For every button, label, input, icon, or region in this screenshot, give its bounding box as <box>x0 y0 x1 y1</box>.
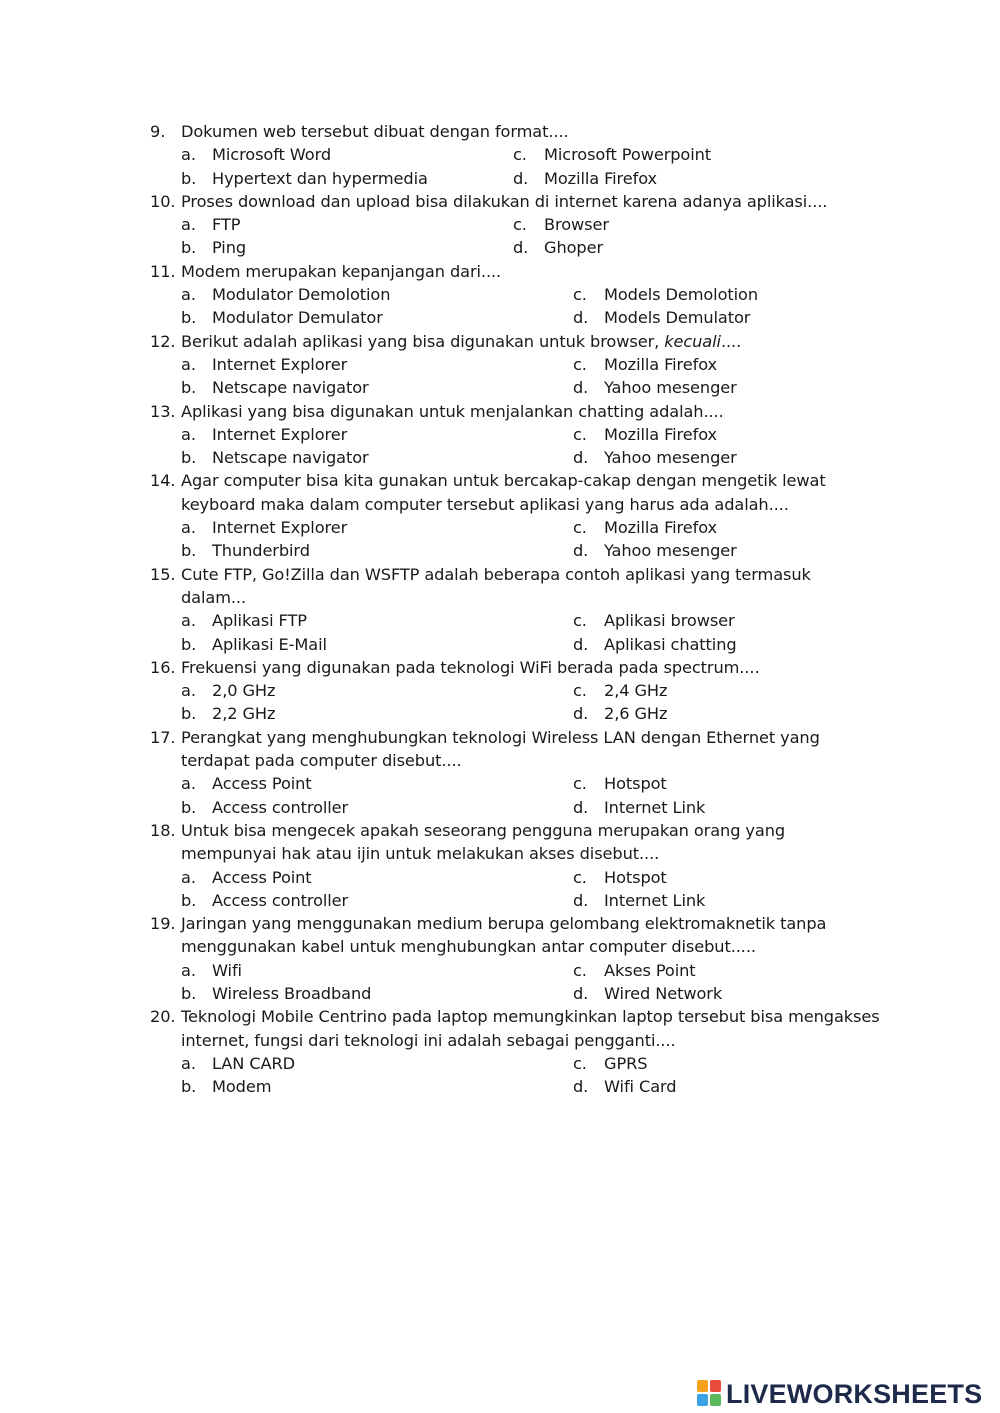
answer-option[interactable] <box>573 679 667 702</box>
option-text: Internet Link <box>604 890 706 910</box>
option-text: Mozilla Firefox <box>604 354 717 374</box>
options-row <box>181 213 880 236</box>
answer-option[interactable] <box>573 796 705 819</box>
options-row <box>181 236 880 259</box>
option-text: Internet Explorer <box>212 424 348 444</box>
option-text: Mozilla Firefox <box>604 518 717 538</box>
answer-option[interactable] <box>181 1075 573 1098</box>
question-text-main: Modem merupakan kepanjangan dari.... <box>181 261 502 281</box>
liveworksheets-logo <box>697 1376 982 1412</box>
option-letter: d. <box>573 797 589 817</box>
option-letter: c. <box>573 518 587 538</box>
answer-option[interactable] <box>573 772 667 795</box>
question-number: 14. <box>150 471 176 491</box>
question-number: 12. <box>150 331 176 351</box>
option-text: Modulator Demolotion <box>212 285 391 305</box>
question-11 <box>150 260 880 330</box>
option-text: Models Demolotion <box>604 285 758 305</box>
option-letter: a. <box>181 1053 196 1073</box>
option-text: Models Demulator <box>604 308 751 328</box>
option-letter: b. <box>181 238 197 258</box>
options-row <box>181 609 880 632</box>
question-text <box>181 260 880 283</box>
question-text <box>181 400 880 423</box>
answer-option[interactable] <box>513 167 657 190</box>
answer-options <box>181 866 880 913</box>
option-text: Wifi Card <box>604 1077 677 1097</box>
option-letter: d. <box>573 1077 589 1097</box>
option-text: Mozilla Firefox <box>604 424 717 444</box>
question-text <box>181 330 880 353</box>
answer-option[interactable] <box>573 1052 647 1075</box>
question-stem <box>150 120 880 143</box>
question-number: 9. <box>150 122 166 141</box>
answer-option[interactable] <box>181 679 573 702</box>
question-stem <box>150 1005 885 1052</box>
option-letter: a. <box>181 681 196 701</box>
question-text <box>181 190 880 213</box>
option-text: Netscape navigator <box>212 448 369 468</box>
option-letter: b. <box>181 448 197 468</box>
option-text: Internet Link <box>604 797 706 817</box>
question-20 <box>150 1005 885 1098</box>
question-number: 11. <box>150 261 176 281</box>
option-text: Internet Explorer <box>212 518 348 538</box>
option-letter: b. <box>181 634 197 654</box>
answer-option[interactable] <box>573 959 696 982</box>
option-text: Internet Explorer <box>212 354 348 374</box>
question-number: 16. <box>150 657 176 677</box>
answer-option[interactable] <box>181 609 573 632</box>
option-text: Microsoft Powerpoint <box>544 145 712 165</box>
option-letter: b. <box>181 704 197 724</box>
option-letter: d. <box>573 378 589 398</box>
option-letter: b. <box>181 983 197 1003</box>
options-row <box>181 679 880 702</box>
option-text: Hotspot <box>604 774 667 794</box>
option-letter: a. <box>181 424 196 444</box>
answer-option[interactable] <box>181 516 573 539</box>
answer-option[interactable] <box>573 423 717 446</box>
option-letter: b. <box>181 308 197 328</box>
answer-option[interactable] <box>181 353 573 376</box>
option-text: Yahoo mesenger <box>604 378 737 398</box>
options-row <box>181 353 880 376</box>
answer-option[interactable] <box>181 236 513 259</box>
option-letter: c. <box>513 145 527 165</box>
option-letter: a. <box>181 354 196 374</box>
option-text: 2,2 GHz <box>212 704 276 724</box>
option-letter: c. <box>573 774 587 794</box>
option-text: FTP <box>212 215 241 235</box>
question-text <box>181 563 880 610</box>
answer-option[interactable] <box>573 353 717 376</box>
option-text: Modem <box>212 1077 272 1097</box>
option-text: GPRS <box>604 1053 648 1073</box>
option-text: Yahoo mesenger <box>604 448 737 468</box>
option-letter: a. <box>181 215 196 235</box>
question-15 <box>150 563 880 656</box>
options-row <box>181 772 880 795</box>
question-text-main: Proses download dan upload bisa dilakukan di internet karena adanya aplikasi.... <box>181 191 828 211</box>
question-text-main: Cute FTP, Go!Zilla dan WSFTP adalah beberapa contoh aplikasi yang termasuk dalam... <box>181 564 816 607</box>
answer-option[interactable] <box>573 866 667 889</box>
answer-option[interactable] <box>181 866 573 889</box>
liveworksheets-logo-icon <box>697 1380 723 1408</box>
question-19 <box>150 912 880 1005</box>
answer-option[interactable] <box>573 633 737 656</box>
option-letter: c. <box>513 215 527 235</box>
answer-option[interactable] <box>181 167 513 190</box>
option-text: Mozilla Firefox <box>544 168 657 188</box>
answer-option[interactable] <box>573 889 705 912</box>
question-text <box>181 469 880 516</box>
option-letter: b. <box>181 378 197 398</box>
answer-option[interactable] <box>573 283 758 306</box>
option-letter: d. <box>573 704 589 724</box>
answer-option[interactable] <box>181 982 573 1005</box>
question-16 <box>150 656 880 726</box>
option-letter: a. <box>181 285 196 305</box>
option-text: Wired Network <box>604 983 723 1003</box>
question-number: 13. <box>150 401 176 421</box>
options-row <box>181 423 880 446</box>
question-stem <box>150 400 880 423</box>
options-row <box>181 283 880 306</box>
question-text-main: Jaringan yang menggunakan medium berupa gelombang elektromaknetik tanpa menggunakan kabel untuk menghubungkan antar computer disebut..... <box>181 914 832 957</box>
option-letter: b. <box>181 890 197 910</box>
question-number: 15. <box>150 564 176 584</box>
options-row <box>181 306 880 329</box>
question-9 <box>150 120 880 190</box>
answer-option[interactable] <box>573 1075 676 1098</box>
answer-options <box>181 679 880 726</box>
answer-options <box>181 213 880 260</box>
options-row <box>181 889 880 912</box>
question-stem <box>150 912 880 959</box>
question-text-main: Teknologi Mobile Centrino pada laptop memungkinkan laptop tersebut bisa mengakses internet, fungsi dari teknologi ini adalah sebagai pengganti.... <box>181 1007 885 1050</box>
answer-options <box>181 772 880 819</box>
answer-options <box>181 423 880 470</box>
question-text <box>181 1005 885 1052</box>
answer-option[interactable] <box>513 213 609 236</box>
option-text: LAN CARD <box>212 1053 296 1073</box>
option-letter: b. <box>181 1077 197 1097</box>
option-letter: d. <box>573 541 589 561</box>
answer-option[interactable] <box>181 213 513 236</box>
option-text: 2,6 GHz <box>604 704 668 724</box>
option-letter: d. <box>573 983 589 1003</box>
option-text: Access Point <box>212 867 312 887</box>
option-text: Access Point <box>212 774 312 794</box>
question-stem <box>150 563 880 610</box>
option-letter: a. <box>181 774 196 794</box>
option-letter: a. <box>181 518 196 538</box>
option-text: Aplikasi E-Mail <box>212 634 327 654</box>
option-text: Microsoft Word <box>212 145 332 165</box>
question-stem <box>150 260 880 283</box>
option-text: Thunderbird <box>212 541 310 561</box>
question-stem <box>150 819 880 866</box>
question-12 <box>150 330 880 400</box>
question-stem <box>150 656 880 679</box>
question-number: 18. <box>150 820 176 840</box>
option-text: Wireless Broadband <box>212 983 372 1003</box>
question-18 <box>150 819 880 912</box>
option-text: Wifi <box>212 960 242 980</box>
options-row <box>181 446 880 469</box>
question-text-main: Dokumen web tersebut dibuat dengan format.... <box>181 122 569 141</box>
question-number: 10. <box>150 191 176 211</box>
option-text: Hotspot <box>604 867 667 887</box>
options-row <box>181 702 880 725</box>
answer-option[interactable] <box>573 446 737 469</box>
options-row <box>181 982 880 1005</box>
answer-options <box>181 609 880 656</box>
option-text: Ghoper <box>544 238 603 258</box>
option-letter: c. <box>573 1053 587 1073</box>
answer-option[interactable] <box>181 143 513 166</box>
options-row <box>181 866 880 889</box>
question-text <box>181 656 880 679</box>
answer-options <box>181 1052 880 1099</box>
question-10 <box>150 190 880 260</box>
option-letter: b. <box>181 541 197 561</box>
option-letter: c. <box>573 354 587 374</box>
option-text: 2,0 GHz <box>212 681 276 701</box>
question-stem <box>150 190 880 213</box>
logo-text: LIVEWORKSHEETS <box>726 1378 983 1409</box>
option-text: Akses Point <box>604 960 696 980</box>
options-row <box>181 167 880 190</box>
option-text: Ping <box>212 238 247 258</box>
answer-option[interactable] <box>181 376 573 399</box>
option-text: Aplikasi browser <box>604 611 735 631</box>
question-text-main: Frekuensi yang digunakan pada teknologi WiFi berada pada spectrum.... <box>181 657 760 677</box>
question-number: 17. <box>150 727 176 747</box>
options-row <box>181 376 880 399</box>
option-letter: d. <box>573 890 589 910</box>
answer-option[interactable] <box>181 889 573 912</box>
option-text: Yahoo mesenger <box>604 541 737 561</box>
answer-option[interactable] <box>513 143 711 166</box>
options-row <box>181 516 880 539</box>
question-text <box>181 726 880 773</box>
option-letter: c. <box>573 424 587 444</box>
question-stem <box>150 726 880 773</box>
answer-option[interactable] <box>513 236 603 259</box>
question-text <box>181 120 880 143</box>
answer-options <box>181 143 880 190</box>
question-text-main: Berikut adalah aplikasi yang bisa digunakan untuk browser, <box>181 331 665 351</box>
option-text: Modulator Demulator <box>212 308 383 328</box>
answer-option[interactable] <box>573 539 737 562</box>
question-stem <box>150 330 880 353</box>
option-text: 2,4 GHz <box>604 681 668 701</box>
question-text-tail: .... <box>720 331 742 351</box>
question-13 <box>150 400 880 470</box>
option-text: Browser <box>544 215 609 235</box>
options-row <box>181 539 880 562</box>
answer-option[interactable] <box>181 423 573 446</box>
question-text-main: Agar computer bisa kita gunakan untuk bercakap-cakap dengan mengetik lewat keyboard maka dalam computer tersebut aplikasi yang harus ada adalah.... <box>181 471 831 514</box>
answer-option[interactable] <box>181 796 573 819</box>
option-text: Access controller <box>212 797 349 817</box>
answer-option[interactable] <box>181 702 573 725</box>
options-row <box>181 633 880 656</box>
question-text-main: Perangkat yang menghubungkan teknologi Wireless LAN dengan Ethernet yang terdapat pada computer disebut.... <box>181 727 825 771</box>
answer-option[interactable] <box>573 376 737 399</box>
option-text: Hypertext dan hypermedia <box>212 168 428 188</box>
options-row <box>181 796 880 819</box>
option-letter: d. <box>573 448 589 468</box>
option-letter: c. <box>573 960 587 980</box>
option-letter: b. <box>181 168 197 188</box>
answer-option[interactable] <box>573 609 735 632</box>
question-text-emphasis: kecuali <box>664 331 721 351</box>
options-row <box>181 143 880 166</box>
question-number: 20. <box>150 1007 176 1027</box>
question-stem <box>150 469 880 516</box>
option-letter: c. <box>573 611 587 631</box>
answer-options <box>181 283 880 330</box>
answer-option[interactable] <box>573 306 750 329</box>
options-row <box>181 1075 880 1098</box>
option-letter: a. <box>181 611 196 631</box>
answer-options <box>181 959 880 1006</box>
question-text-main: Aplikasi yang bisa digunakan untuk menjalankan chatting adalah.... <box>181 401 724 421</box>
option-letter: c. <box>573 285 587 305</box>
answer-option[interactable] <box>181 283 573 306</box>
option-text: Access controller <box>212 890 349 910</box>
option-text: Aplikasi chatting <box>604 634 737 654</box>
answer-option[interactable] <box>573 702 667 725</box>
answer-option[interactable] <box>573 516 717 539</box>
answer-option[interactable] <box>181 539 573 562</box>
options-row <box>181 1052 880 1075</box>
question-text <box>181 912 880 959</box>
answer-option[interactable] <box>181 772 573 795</box>
question-text <box>181 819 880 866</box>
answer-option[interactable] <box>181 633 573 656</box>
question-text-main: Untuk bisa mengecek apakah seseorang pengguna merupakan orang yang mempunyai hak atau ijin untuk melakukan akses disebut.... <box>181 820 791 864</box>
option-text: Aplikasi FTP <box>212 611 307 631</box>
question-14 <box>150 469 880 562</box>
option-text: Netscape navigator <box>212 378 369 398</box>
answer-option[interactable] <box>181 446 573 469</box>
answer-options <box>181 516 880 563</box>
option-letter: a. <box>181 867 196 887</box>
option-letter: c. <box>573 867 587 887</box>
question-number: 19. <box>150 914 176 934</box>
answer-option[interactable] <box>573 982 722 1005</box>
answer-option[interactable] <box>181 1052 573 1075</box>
answer-option[interactable] <box>181 306 573 329</box>
options-row <box>181 959 880 982</box>
option-letter: d. <box>513 238 529 258</box>
answer-options <box>181 353 880 400</box>
option-letter: d. <box>513 168 529 188</box>
option-letter: d. <box>573 308 589 328</box>
answer-option[interactable] <box>181 959 573 982</box>
option-letter: c. <box>573 681 587 701</box>
question-17 <box>150 726 880 819</box>
option-letter: b. <box>181 797 197 817</box>
option-letter: a. <box>181 145 196 165</box>
option-letter: a. <box>181 960 196 980</box>
option-letter: d. <box>573 634 589 654</box>
worksheet <box>0 120 1000 1098</box>
